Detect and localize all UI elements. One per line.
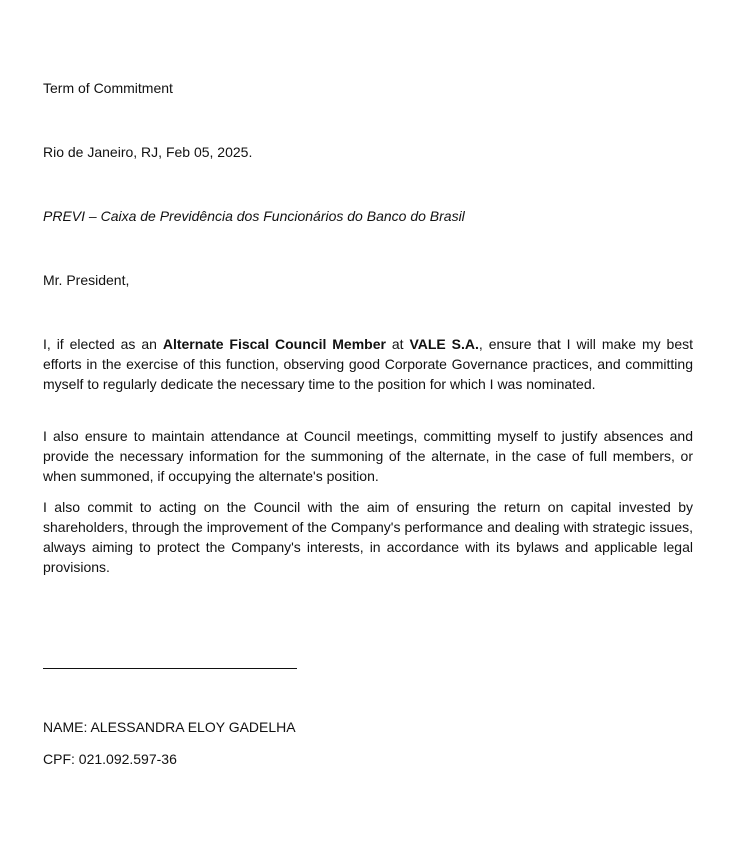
paragraph-2: I also ensure to maintain attendance at Council meetings, committing myself to justify absences and provide the necessary information for the summoning of the alternate, in the case of full members, or when summoned, if occupying the alternate's position.: [43, 428, 693, 484]
salutation: Mr. President,: [43, 272, 130, 288]
paragraph-1: [43, 334, 693, 394]
paragraph-3: I also commit to acting on the Council with the aim of ensuring the return on capital invested by shareholders, through the improvement of the Company's performance and dealing with strategic issues, always aiming to protect the Company's interests, in accordance with its bylaws and applicable legal provisions.: [43, 499, 693, 575]
place-date: Rio de Janeiro, RJ, Feb 05, 2025.: [43, 144, 253, 160]
document-heading: Term of Commitment: [43, 80, 173, 96]
addressee: PREVI – Caixa de Previdência dos Funcionários do Banco do Brasil: [43, 208, 465, 224]
signature-line: [43, 668, 297, 669]
paragraph-1-part-1: I, if elected as an: [43, 336, 163, 352]
company-name: VALE S.A.: [409, 336, 479, 352]
paragraph-1-part-3: , ensure that I will make my best efforts in the exercise of this function, observing good Corporate Governance practices, and committing myself to regularly dedicate the necessary time to the position for which I was nominated.: [43, 336, 693, 392]
role-title: Alternate Fiscal Council Member: [162, 336, 386, 352]
paragraph-1-part-2: at: [385, 336, 410, 352]
signer-name: NAME: ALESSANDRA ELOY GADELHA: [43, 719, 296, 735]
signer-cpf: CPF: 021.092.597-36: [43, 751, 177, 767]
